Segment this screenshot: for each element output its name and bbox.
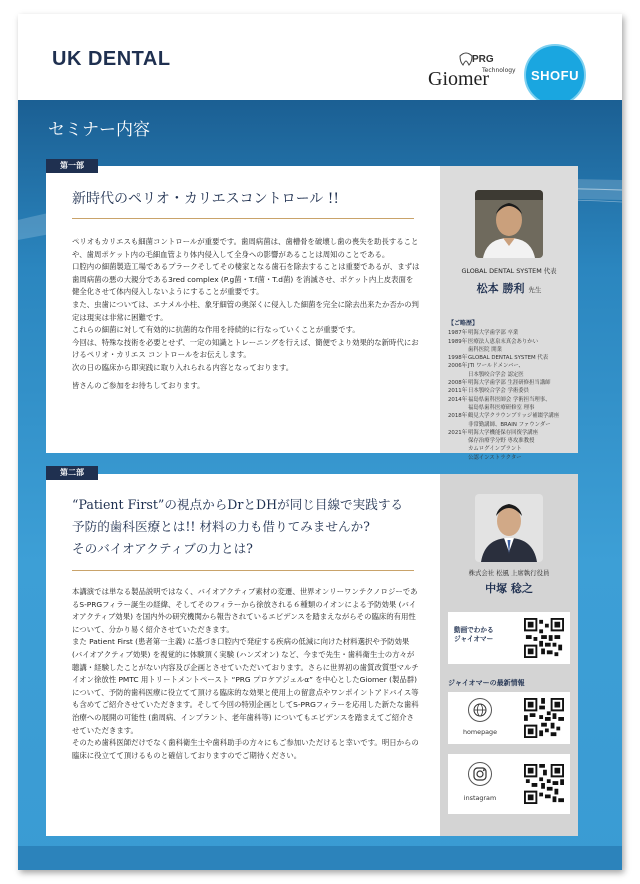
speaker2-name: 中塚 稔之 — [485, 582, 533, 595]
profile-row — [448, 404, 574, 412]
profile-row — [448, 421, 574, 429]
speaker2-organization: 株式会社 松風 上席執行役員 — [468, 569, 550, 577]
part2-paragraph: そのため歯科医師だけでなく歯科衛生士や歯科助手の方々にもご参加いただけると幸いです。明日からの臨床に役立てて頂けるものと確信しておりますのでご期待ください。 — [72, 738, 419, 760]
profile-row — [448, 445, 574, 453]
globe-icon — [468, 698, 492, 722]
part2-speaker-sidebar — [440, 474, 578, 836]
video-qr-code[interactable] — [524, 618, 564, 658]
part2-title-line: “Patient First”の視点からDrとDHが同じ目線で実践する — [72, 497, 404, 512]
profile-row — [448, 371, 574, 379]
instagram-icon — [468, 762, 492, 786]
instagram-qr-box — [448, 754, 570, 814]
instagram-glyph-icon — [469, 763, 491, 785]
profile-year — [448, 404, 468, 412]
profile-text: JTI ワールドメンバー、 — [468, 363, 524, 370]
profile-year: 1989年 — [448, 338, 468, 345]
giomer-wordmark: Giomer — [428, 68, 490, 90]
profile-text: 明海大学歯学部 卒業 — [468, 330, 519, 337]
speaker1-suffix: 先生 — [528, 286, 542, 294]
header — [18, 14, 622, 100]
profile-row — [448, 346, 574, 354]
part1-paragraph: これらの細菌に対して有効的に抗菌的な作用を持続的に行なっていくことが重要です。 — [72, 325, 360, 335]
part2-title-line: そのバイオアクティブの力とは? — [72, 541, 253, 556]
speaker2-photo — [475, 494, 543, 562]
profile-text: 保存治療学分野 専攻准教授 — [468, 438, 535, 445]
profile-text: カムログインプラント — [468, 446, 522, 453]
part1-body — [72, 236, 420, 392]
profile-year — [448, 454, 468, 462]
speaker1-profile — [448, 320, 574, 462]
video-label — [454, 626, 494, 644]
shofu-wordmark: SHOFU — [531, 68, 579, 83]
tooth-icon — [458, 52, 474, 66]
part1-paragraph: 口腔内の細菌製造工場であるプラークそしてその棲家となる歯石を除去することは重要であるが、まずは歯周病菌の悪の大親分である3red complex (P.g菌・T.f菌・T.d菌) を消滅させ、ポケット内上皮表面を健全化させて体内侵入しないようにすることが重要です。 — [72, 262, 420, 297]
speaker1-organization: GLOBAL DENTAL SYSTEM 代表 — [461, 267, 557, 275]
part1-title: 新時代のペリオ・カリエスコントロール !! — [72, 191, 340, 207]
profile-year — [448, 421, 468, 429]
part2-label: 第二部 — [46, 466, 98, 480]
homepage-label: homepage — [462, 728, 498, 736]
profile-row — [448, 412, 574, 420]
info-heading: ジャイオマーの最新情報 — [448, 679, 525, 687]
profile-text: 公認インストラクター — [468, 454, 522, 461]
giomer-prg: PRG — [472, 54, 494, 65]
profile-row — [448, 387, 574, 395]
profile-row — [448, 338, 574, 346]
profile-year: 1987年 — [448, 330, 468, 337]
video-label-line: 動画でわかる — [454, 626, 494, 634]
profile-heading: 【ご略歴】 — [448, 320, 479, 327]
globe-glyph-icon — [469, 699, 491, 721]
flyer-sheet — [18, 14, 622, 870]
profile-text: 福島県歯科医療研修室 理事 — [468, 404, 535, 411]
speaker1-portrait-icon — [475, 190, 543, 258]
part1-paragraph: 次の日の臨床から即実践に取り入れられる内容となっております。 — [72, 362, 294, 372]
homepage-qr-code[interactable] — [524, 698, 564, 738]
part2-title-rule — [72, 570, 414, 571]
profile-year: 2018年 — [448, 413, 468, 420]
profile-year — [448, 346, 468, 354]
speaker1-photo — [475, 190, 543, 258]
part2-body — [72, 586, 420, 762]
shofu-logo — [524, 44, 586, 106]
homepage-qr-box — [448, 692, 570, 744]
speaker1-name: 松本 勝利 — [476, 282, 525, 295]
profile-row — [448, 379, 574, 387]
profile-year: 2014年 — [448, 396, 468, 403]
bottom-strip — [18, 846, 622, 870]
profile-year: 2006年 — [448, 363, 468, 370]
profile-row — [448, 354, 574, 362]
profile-year: 2021年 — [448, 429, 468, 436]
giomer-technology: Technology — [482, 67, 516, 74]
profile-text: 歯科医院 開業 — [468, 346, 503, 353]
seminar-title: セミナー内容 — [48, 120, 150, 140]
profile-text: 日本顎咬合学会 学術委員 — [468, 388, 530, 395]
profile-row — [448, 454, 574, 462]
speaker2-portrait-icon — [475, 494, 543, 562]
profile-year: 1998年 — [448, 355, 468, 362]
profile-row — [448, 429, 574, 437]
instagram-qr-code[interactable] — [524, 764, 564, 804]
profile-text: 日本顎咬合学会 認定医 — [468, 371, 524, 378]
part2-title — [72, 494, 403, 560]
profile-year — [448, 371, 468, 379]
profile-text: 鶴見大学クラウンブリッジ補綴学講座 — [468, 413, 560, 420]
profile-year — [448, 437, 468, 445]
part2-panel — [46, 474, 578, 836]
part1-speaker-sidebar — [440, 166, 578, 461]
brand-logo: UK DENTAL — [52, 48, 171, 70]
speaker1-name-line — [440, 280, 578, 296]
part2-paragraph: また Patient First (患者第一主義) に基づき口腔内で発症する疾病の低減に向けた材料選択や予防効果 (バイオアクティブ効果) を視覚的に体験頂く実験 (ハンズオン) など、今まで先生・歯科衛生士の方々が聴講・経験したことがない内容及び企画とさせていただいております。さらに世界初の歯質改質型マルチイオン徐放性 PMTC 用トリートメントペースト “PRG プロケアジェルα” を中心としたGiomer (製品群) について、予防的歯科医療に役立てて頂ける臨床的な効果と使用上の留意点やワンポイントアドバイス等も含めてご紹介させていただきます。そして今回の特別企画としてS-PRGフィラーを応用した新たな歯科治療への展開の可能性 (歯周病、インプラント、老年歯科等) についてもエビデンスを踏まえてご紹介させていただきます。 — [72, 637, 419, 735]
profile-year — [448, 445, 468, 453]
profile-row — [448, 329, 574, 337]
video-qr-box — [448, 612, 570, 664]
profile-row — [448, 362, 574, 370]
profile-text: GLOBAL DENTAL SYSTEM 代表 — [468, 355, 549, 362]
part2-paragraph: 本講演では単なる製品説明ではなく、バイオアクティブ素材の変遷、世界オンリーワンテクノロジーであるS-PRGフィラー誕生の経緯、そしてそのフィラーから徐放される６種類のイオンによる予防効果 (バイオアクティブ効果) を国内外の研究機関から報告されているエビデンスを踏まえながらその臨床的有用性について、分かり易く紹介させていただきます。 — [72, 587, 418, 634]
giomer-logo — [428, 52, 516, 94]
video-label-line: ジャイオマー — [454, 635, 494, 643]
part1-title-rule — [72, 218, 414, 219]
profile-year: 2008年 — [448, 380, 468, 387]
profile-year: 2011年 — [448, 388, 468, 395]
profile-text: 明海大学歯学部 生涯研修担当講師 — [468, 380, 551, 387]
profile-row — [448, 396, 574, 404]
part1-paragraph: 今回は、特殊な技術を必要とせず、一定の知識とトレーニングを行えば、簡便でより効果的な新時代におけるペリオ・カリエス コントロールをお伝えします。 — [72, 337, 419, 360]
instagram-label: instagram — [463, 794, 497, 802]
part1-panel — [46, 166, 578, 461]
part1-label: 第一部 — [46, 159, 98, 173]
part1-paragraph: ペリオもカリエスも細菌コントロールが重要です。歯周病菌は、歯槽骨を破壊し歯の喪失を助長することや、歯周ポケット内の毛細血管より体内侵入して全身への影響があることは周知のことである。 — [72, 237, 419, 259]
profile-row — [448, 437, 574, 445]
part1-closing: 皆さんのご参加をお待ちしております。 — [72, 380, 205, 390]
profile-text: 明海大学機能保存回復学講座 — [468, 429, 539, 436]
part1-paragraph: また、虫歯については、エナメル小柱、象牙細管の奥深くに侵入した細菌を完全に除去出来たか否かの判定は現実は非常に困難です。 — [72, 299, 419, 322]
profile-text: 医療法人恵泉末真会ありかい — [468, 338, 539, 345]
profile-text: 福島県歯科医師会 学術担当理事、 — [468, 396, 551, 403]
profile-text: 非常勤講師、BRAIN ファウンダー — [468, 421, 551, 428]
part2-title-line: 予防的歯科医療とは!! 材料の力も借りてみませんか? — [72, 519, 370, 534]
